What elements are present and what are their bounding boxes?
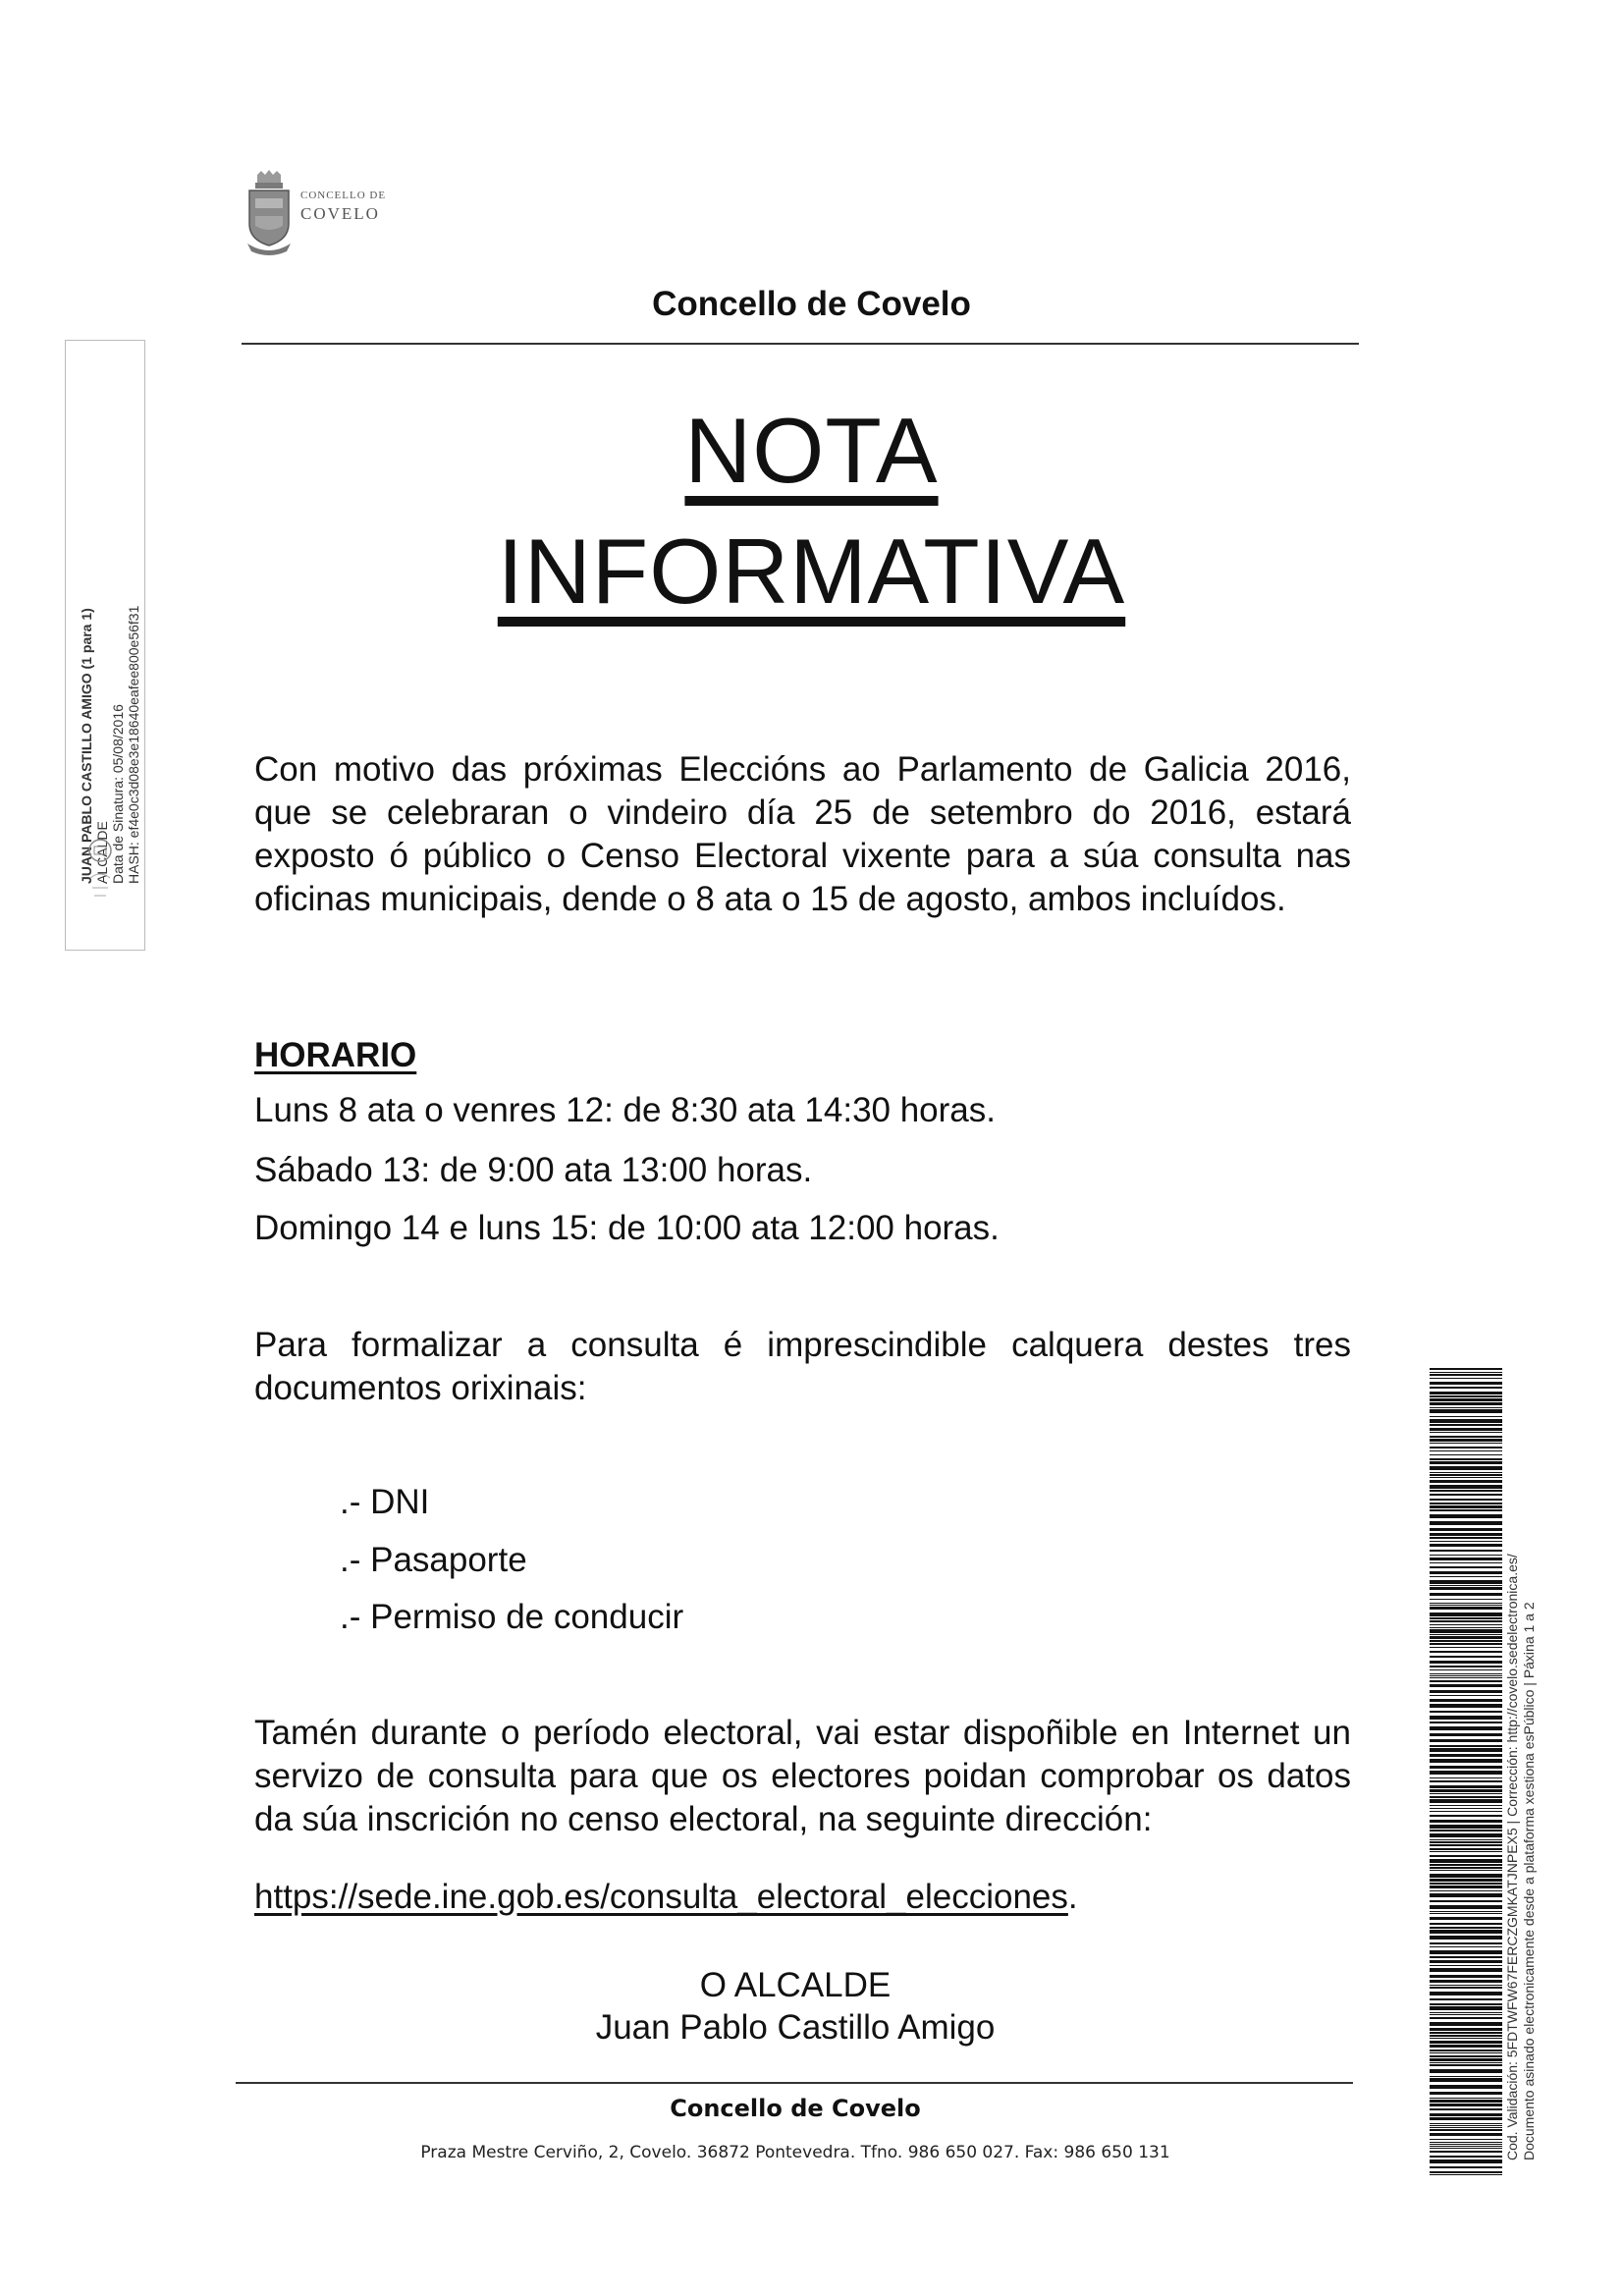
document-item: .- Pasaporte xyxy=(340,1541,527,1579)
consulta-link[interactable] xyxy=(254,1878,1078,1917)
link-suffix: . xyxy=(1067,1878,1078,1916)
document-item: .- Permiso de conducir xyxy=(340,1598,684,1636)
header-title: Concello de Covelo xyxy=(652,285,971,323)
horario-line: Domingo 14 e luns 15: de 10:00 ata 12:00 horas. xyxy=(254,1209,1000,1247)
signature-seal-icon xyxy=(86,837,114,910)
header-divider xyxy=(242,343,1359,345)
logo-small-text: CONCELLO DE xyxy=(300,190,387,201)
document-item: .- DNI xyxy=(340,1483,430,1521)
internet-paragraph: Tamén durante o período electoral, vai estar dispoñible en Internet un servizo de consulta para que os electores poidan comprobar os datos da súa inscrición no censo electoral, na seguinte dirección: xyxy=(254,1714,1351,1838)
signature-name: Juan Pablo Castillo Amigo xyxy=(595,2008,996,2047)
signature-role: O ALCALDE xyxy=(699,1966,892,2004)
footer-title: Concello de Covelo xyxy=(670,2095,921,2122)
horario-line: Sábado 13: de 9:00 ata 13:00 horas. xyxy=(254,1151,813,1189)
coat-of-arms-icon xyxy=(243,169,295,255)
validation-platform: Documento asinado electronicamente desde a plataforma xestiona esPúblico | Páxina 1 a 2 xyxy=(1521,1602,1537,2160)
signer-name: JUAN PABLO CASTILLO AMIGO (1 para 1) xyxy=(79,608,94,884)
heading-line-1: NOTA xyxy=(684,399,939,502)
digital-signature-text xyxy=(79,471,149,884)
footer-divider xyxy=(236,2082,1353,2084)
consulta-link-text[interactable]: https://sede.ine.gob.es/consulta_electoral_elecciones xyxy=(254,1878,1068,1916)
signer-role: ALCALDE xyxy=(94,821,110,884)
heading-line-2: INFORMATIVA xyxy=(497,519,1126,623)
validation-barcode xyxy=(1430,1368,1502,2175)
municipal-logo xyxy=(243,169,386,255)
logo-big-text: COVELO xyxy=(300,204,380,223)
signature-date: Data de Sinatura: 05/08/2016 xyxy=(110,704,126,884)
documents-paragraph: Para formalizar a consulta é imprescindible calquera destes tres documentos orixinais: xyxy=(254,1326,1351,1407)
footer-address: Praza Mestre Cerviño, 2, Covelo. 36872 Pontevedra. Tfno. 986 650 027. Fax: 986 650 131 xyxy=(420,2143,1170,2162)
horario-line: Luns 8 ata o venres 12: de 8:30 ata 14:30 horas. xyxy=(254,1091,996,1129)
horario-title: HORARIO xyxy=(254,1036,417,1074)
signature-hash: HASH: ef4e0c3d08e3e18640eafee800e56f31 xyxy=(126,605,141,884)
validation-text xyxy=(1504,1512,1538,2160)
validation-code: Cod. Validación: 5FDTWFW67FERCZGMKATJNPEX5 | Corrección: http://covelo.sedelectronica.es/ xyxy=(1504,1554,1520,2160)
intro-paragraph: Con motivo das próximas Eleccións ao Parlamento de Galicia 2016, que se celebraran o vindeiro día 25 de setembro do 2016, estará exposto ó público o Censo Electoral vixente para a súa consulta nas oficinas municipais, dende o 8 ata o 15 de agosto, ambos incluídos. xyxy=(254,750,1351,918)
